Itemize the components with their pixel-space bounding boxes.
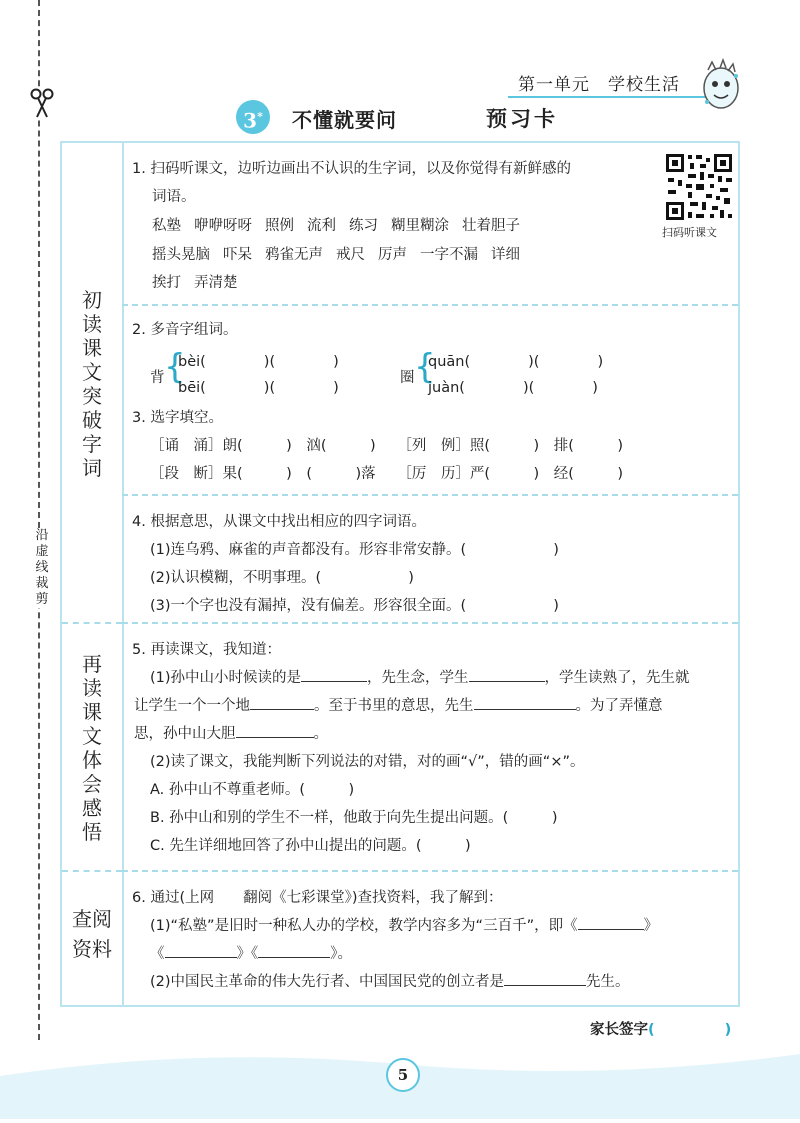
- divider: [122, 304, 738, 306]
- q1-instruction: 1. 扫码听课文，边听边画出不认识的生字词，以及你觉得有新鲜感的: [132, 161, 571, 177]
- brace-icon: {: [164, 347, 186, 387]
- q4-item-1[interactable]: (1)连乌鸦、麻雀的声音都没有。形容非常安静。( ): [150, 542, 559, 558]
- q1-instruction-cont: 词语。: [152, 189, 196, 205]
- page-number: 5: [386, 1058, 420, 1092]
- q4-item-2[interactable]: (2)认识模糊，不明事理。( ): [150, 570, 414, 586]
- answer-blank[interactable]: [474, 695, 576, 710]
- word: 糊里糊涂: [391, 218, 449, 234]
- parent-signature[interactable]: [590, 1018, 731, 1039]
- question-1: [132, 152, 732, 302]
- text: ，先生念，学生: [367, 670, 469, 686]
- q1-words-row-2: [152, 243, 533, 264]
- q5-para-1-line-2: [134, 694, 663, 715]
- text: 。至于书里的意思，先生: [314, 698, 474, 714]
- q5-title: 5. 再读课文，我知道：: [132, 642, 281, 658]
- q1-words-row-1: [152, 214, 533, 235]
- section-label-research: 查阅资料: [72, 907, 112, 961]
- text: ，学生读熟了，先生就: [544, 670, 690, 686]
- answer-blank[interactable]: [469, 667, 545, 682]
- section-label-read-words: 初读课文 突破字词: [82, 288, 122, 480]
- scissors-icon: [28, 88, 56, 118]
- word: 私塾: [152, 218, 181, 234]
- question-3: [132, 402, 732, 492]
- answer-blank[interactable]: [578, 915, 644, 930]
- answer-blank[interactable]: [165, 943, 237, 958]
- question-6: [132, 882, 732, 1002]
- q5-option-b[interactable]: B. 孙中山和别的学生不一样，他敢于向先生提出问题。( ): [150, 810, 558, 826]
- section-label-column: [62, 143, 124, 1005]
- word: 壮着胆子: [462, 218, 520, 234]
- q5-option-a[interactable]: A. 孙中山不尊重老师。( ): [150, 782, 355, 798]
- q5-option-c[interactable]: C. 先生详细地回答了孙中山提出的问题。( ): [150, 838, 471, 854]
- q3-title: 3. 选字填空。: [132, 410, 223, 426]
- lesson-number: 3*: [236, 100, 270, 134]
- divider: [122, 622, 738, 624]
- divider: [62, 622, 122, 624]
- text: 《: [150, 946, 165, 962]
- word: 一字不漏: [420, 247, 478, 263]
- section-label-feel: 再读课文 体会感悟: [82, 652, 122, 844]
- q5-para-1-line-1: [150, 666, 690, 687]
- text: (2)中国民主革命的伟大先行者、中国国民党的创立者是: [150, 974, 505, 990]
- text: 让学生一个一个地: [134, 698, 250, 714]
- cut-label: 沿虚线裁剪: [35, 528, 49, 607]
- question-5: [132, 634, 732, 864]
- polyphone-char: 圈: [400, 370, 415, 386]
- unit-title: 第一单元 学校生活: [518, 75, 680, 95]
- question-2: [132, 314, 732, 404]
- answer-blank[interactable]: [301, 667, 367, 682]
- word: 详细: [491, 247, 520, 263]
- word: 鸦雀无声: [265, 247, 323, 263]
- brace-icon: {: [414, 347, 436, 387]
- q3-row-1[interactable]: ［诵 涌］朗( ) 汹( ) ［列 例］照( ) 排( ): [150, 438, 624, 454]
- mascot-icon: [698, 58, 744, 112]
- q5-para-2: (2)读了课文，我能判断下列说法的对错，对的画“√”，错的画“×”。: [150, 754, 585, 770]
- q6-line-3: [150, 970, 630, 991]
- word: 弄清楚: [194, 275, 238, 291]
- q6-line-1: [150, 914, 658, 935]
- word: 挨打: [152, 275, 181, 291]
- text: (1)“私塾”是旧时一种私人办的学校，教学内容多为“三百千”，即《: [150, 918, 578, 934]
- text: 。为了弄懂意: [575, 698, 663, 714]
- q4-title: 4. 根据意思，从课文中找出相应的四字词语。: [132, 514, 426, 530]
- q2-title: 2. 多音字组词。: [132, 322, 238, 338]
- sign-close: ): [724, 1022, 732, 1038]
- word: 流利: [307, 218, 336, 234]
- answer-blank[interactable]: [250, 695, 314, 710]
- pinyin-line-2[interactable]: bēi( )( ): [178, 380, 339, 396]
- answer-blank[interactable]: [504, 971, 586, 986]
- q6-title: 6. 通过(上网 翻阅《七彩课堂》)查找资料，我了解到：: [132, 890, 503, 906]
- question-4: [132, 506, 732, 616]
- pinyin-line-1[interactable]: bèi( )( ): [178, 354, 339, 370]
- qr-label: 扫码听课文: [662, 226, 717, 239]
- word: 戒尺: [336, 247, 365, 263]
- word: 咿咿呀呀: [194, 218, 252, 234]
- word: 照例: [265, 218, 294, 234]
- answer-blank[interactable]: [236, 723, 314, 738]
- lesson-star: *: [257, 110, 263, 123]
- divider: [62, 870, 122, 872]
- text: (1)孙中山小时候读的是: [150, 670, 302, 686]
- word: 吓呆: [223, 247, 252, 263]
- q6-line-2: [150, 942, 352, 963]
- word: 厉声: [378, 247, 407, 263]
- word: 摇头晃脑: [152, 247, 210, 263]
- lesson-title: 不懂就要问: [292, 108, 397, 132]
- polyphone-char: 背: [150, 370, 165, 386]
- text: 》《: [236, 946, 259, 962]
- q1-words-row-3: [152, 271, 251, 292]
- answer-blank[interactable]: [258, 943, 330, 958]
- pinyin-line-1[interactable]: quān( )( ): [428, 354, 604, 370]
- text: 先生。: [586, 974, 630, 990]
- text: 。: [313, 726, 328, 742]
- divider: [122, 870, 738, 872]
- q3-row-2[interactable]: ［段 断］果( ) ( )落 ［厉 历］严( ) 经( ): [150, 466, 624, 482]
- divider: [122, 494, 738, 496]
- pinyin-line-2[interactable]: juàn( )( ): [428, 380, 598, 396]
- q4-item-3[interactable]: (3)一个字也没有漏掉，没有偏差。形容很全面。( ): [150, 598, 559, 614]
- sign-label: 家长签字: [590, 1022, 648, 1038]
- text: 》。: [330, 946, 352, 962]
- q5-para-1-line-3: [134, 722, 328, 743]
- text: 思，孙中山大胆: [134, 726, 236, 742]
- card-title: 预习卡: [486, 107, 558, 131]
- cut-line: [38, 0, 40, 1040]
- text: 》: [643, 918, 659, 934]
- word: 练习: [349, 218, 378, 234]
- sign-open: (: [648, 1022, 655, 1038]
